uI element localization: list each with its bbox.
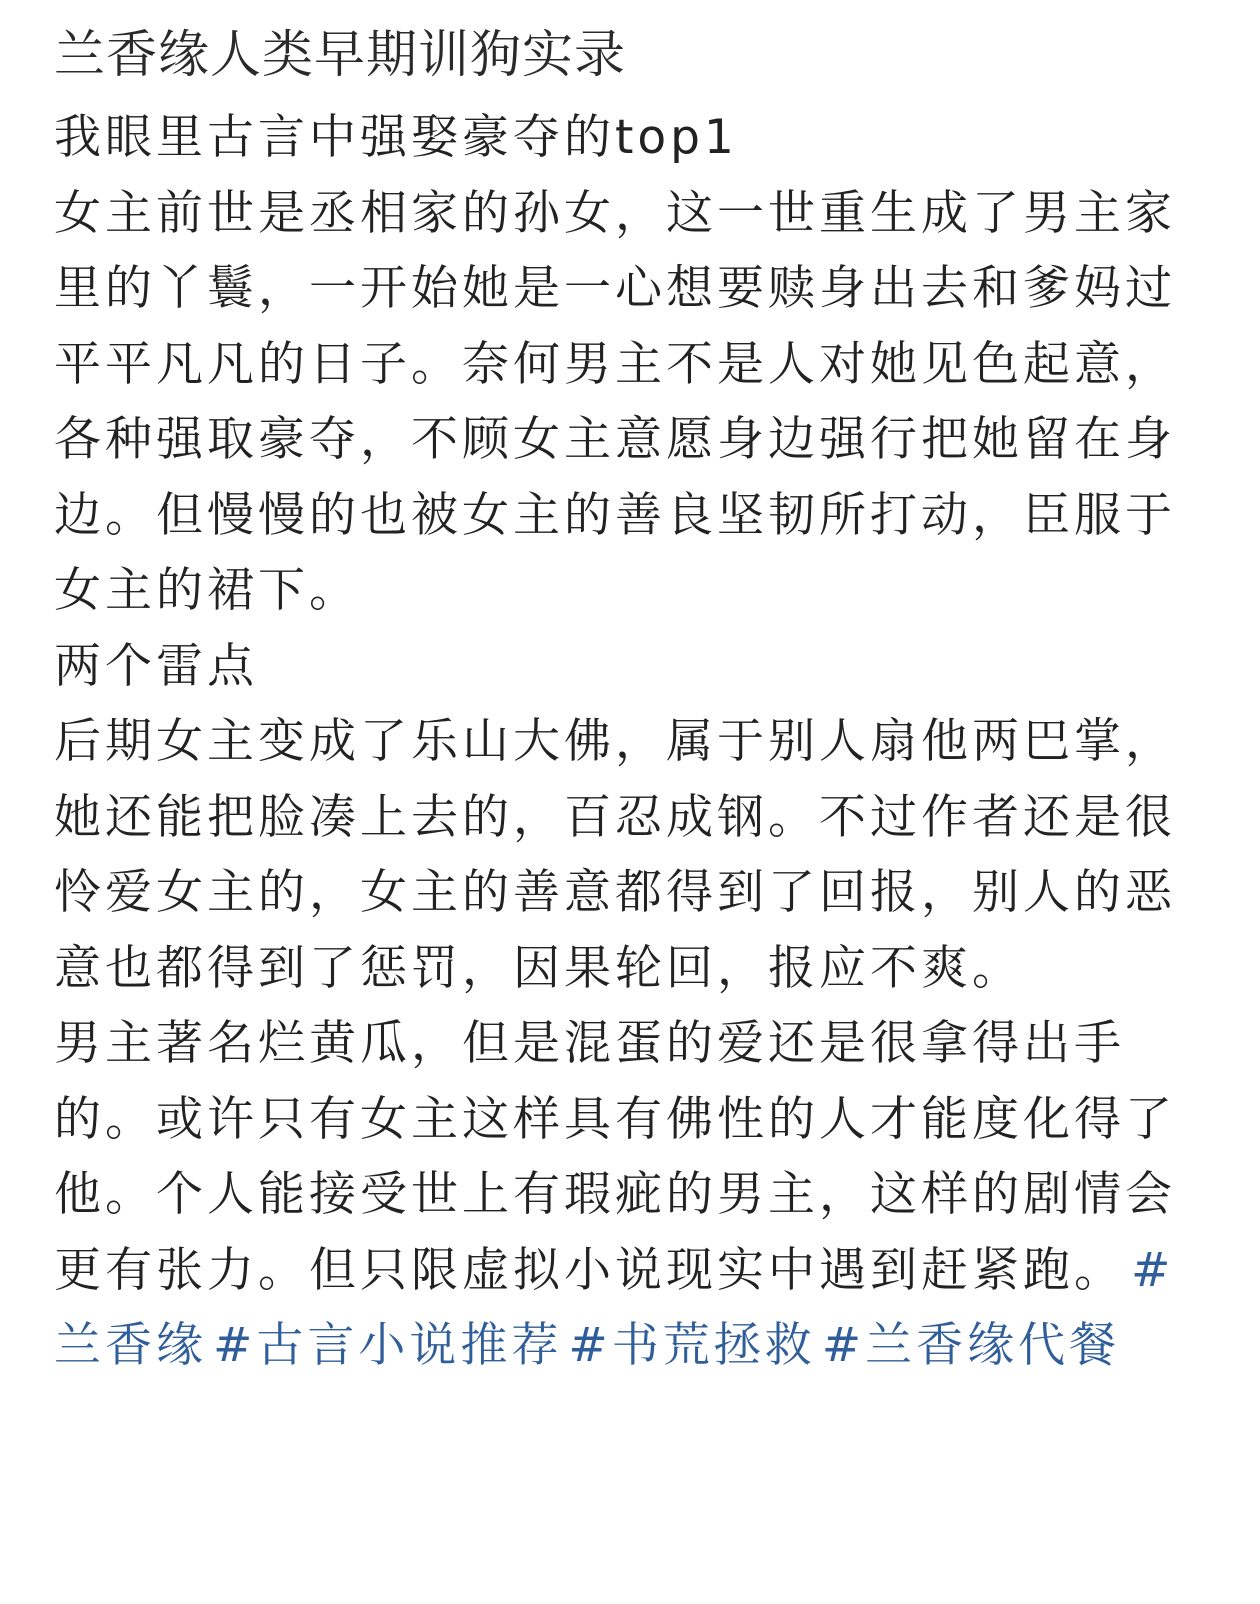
post-paragraph-issues: 后期女主变成了乐山大佛，属于别人扇他两巴掌，她还能把脸凑上去的，百忍成钢。不过作者还是很怜爱女主的，女主的善意都得到了回报，别人的恶意也都得到了惩罚，因果轮回，报应不爽。 [54, 714, 1176, 996]
post-paragraph-intro: 我眼里古言中强娶豪夺的top1 [54, 110, 738, 165]
hashtag-link[interactable]: #书荒拯救 [568, 1318, 816, 1373]
post-paragraph-plot: 女主前世是丞相家的孙女，这一世重生成了男主家里的丫鬟，一开始她是一心想要赎身出去和爹妈过平平凡凡的日子。奈何男主不是人对她见色起意，各种强取豪夺，不顾女主意愿身边强行把她留在身边。但慢慢的也被女主的善良坚韧所打动，臣服于女主的裙下。 [54, 185, 1176, 618]
hashtag-link[interactable]: #古言小说推荐 [213, 1318, 563, 1373]
hashtag-link[interactable]: #兰香缘 [54, 1242, 1175, 1373]
post-paragraph-final-text: 男主著名烂黄瓜，但是混蛋的爱还是很拿得出手的。或许只有女主这样具有佛性的人才能度化得了他。个人能接受世上有瑕疵的男主，这样的剧情会更有张力。但只限虚拟小说现实中遇到赶紧跑。 [54, 1016, 1176, 1298]
post-body [54, 100, 1182, 1384]
post-paragraph-final [54, 1006, 1182, 1384]
post-paragraph-heading-issues: 两个雷点 [54, 638, 258, 694]
hashtag-link[interactable]: #兰香缘代餐 [821, 1318, 1121, 1373]
post-title: 兰香缘人类早期训狗实录 [54, 26, 627, 85]
